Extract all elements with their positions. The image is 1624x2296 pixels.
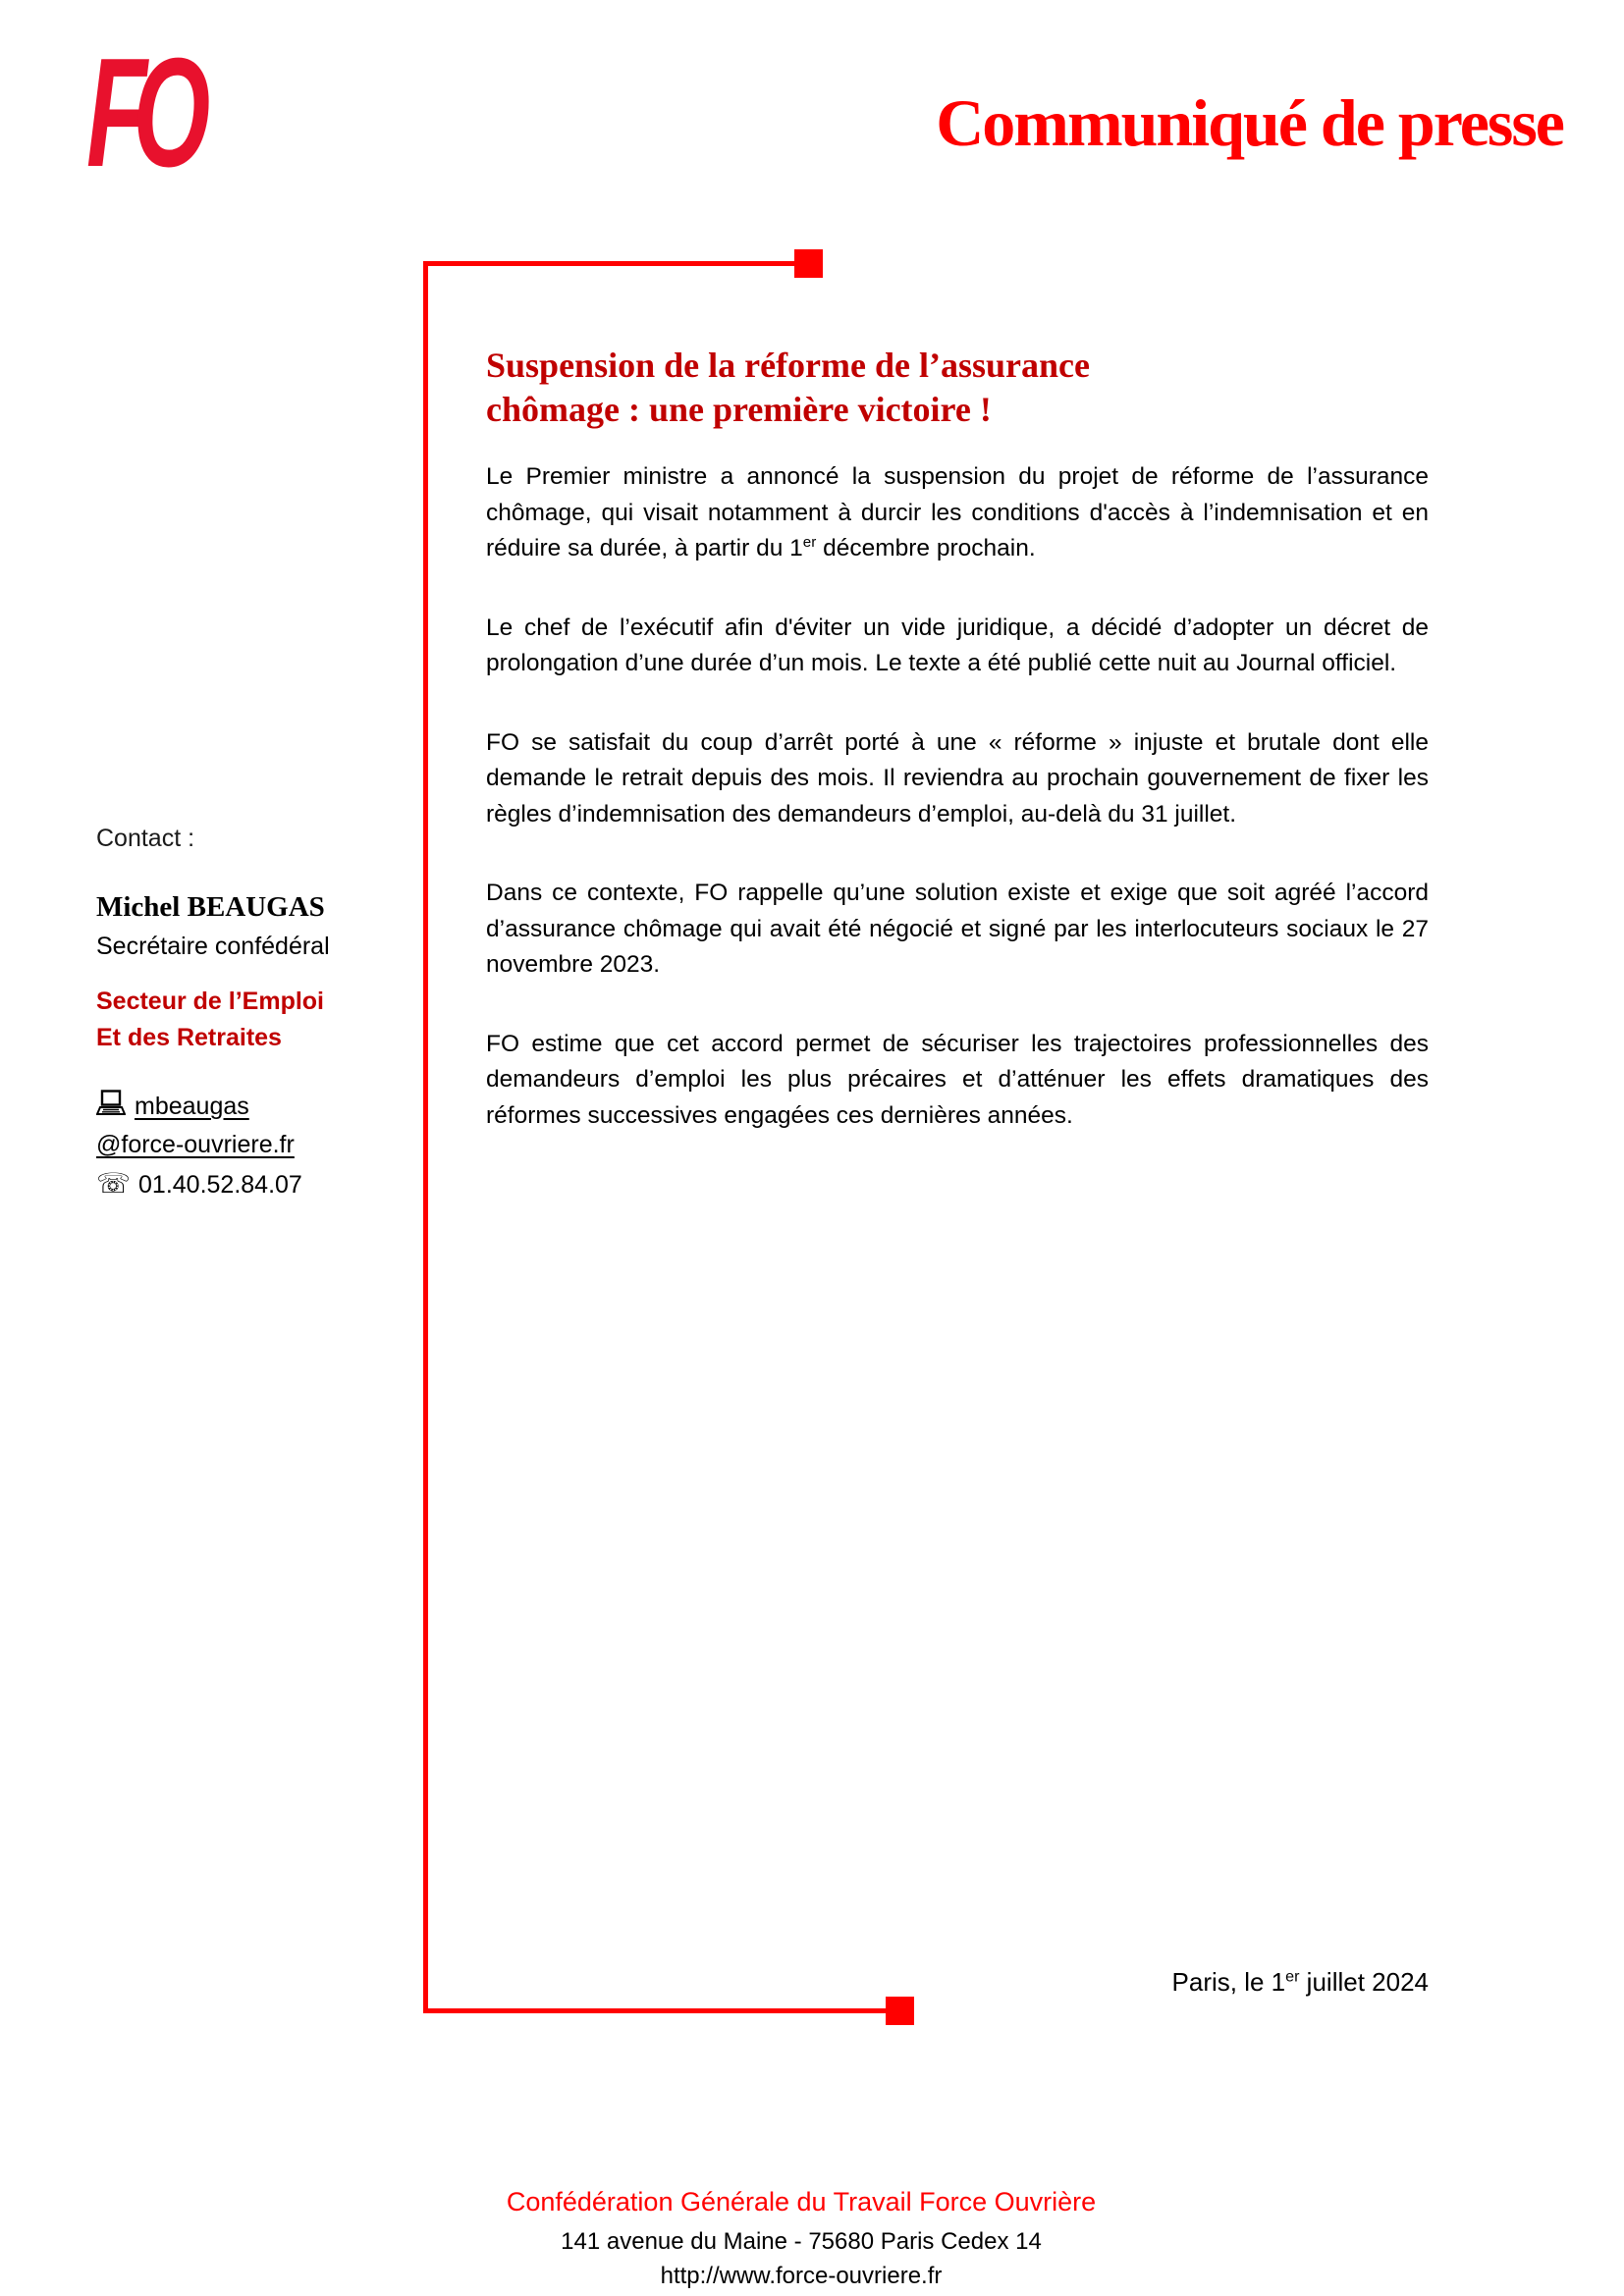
footer-organization: Confédération Générale du Travail Force Ouvrière: [506, 2187, 1097, 2216]
contact-label: Contact :: [96, 825, 195, 852]
frame-bottom-square: [886, 1997, 914, 2025]
date-ordinal-superscript: er: [1285, 1967, 1300, 1986]
paragraph-1: [486, 459, 1429, 567]
press-release-heading: [486, 344, 1429, 432]
contact-email-line1[interactable]: [96, 1090, 420, 1126]
fo-logo: FO: [86, 27, 197, 199]
document-title: Communiqué de presse: [936, 85, 1563, 160]
telephone-icon: ☏: [96, 1167, 132, 1200]
laptop-computer-icon: [96, 1090, 126, 1126]
date-start: Paris, le 1: [1171, 1967, 1286, 1997]
date-line: [486, 1967, 1429, 1998]
frame-top-horizontal-line: [423, 261, 795, 266]
contact-name: Michel BEAUGAS: [96, 891, 325, 923]
paragraph-3: FO se satisfait du coup d’arrêt porté à une « réforme » injuste et brutale dont elle demande le retrait depuis des mois. Il reviendra au prochain gouvernement de fixer les règles d’indemnisation des demandeurs d’emploi, au-delà du 31 juillet.: [486, 728, 1429, 828]
contact-phone-line: [96, 1166, 420, 1201]
heading-line1: Suspension de la réforme de l’assurance: [486, 346, 1090, 385]
paragraph-5: FO estime que cet accord permet de sécuriser les trajectoires professionnelles des demandeurs d’emploi les plus précaires et d’atténuer les effets dramatiques des réformes successives engagées ces dernières années.: [486, 1030, 1429, 1129]
paragraph-2: Le chef de l’exécutif afin d'éviter un vide juridique, a décidé d’adopter un décret de prolongation d’une durée d’un mois. Le texte a été publié cette nuit au Journal officiel.: [486, 614, 1429, 676]
frame-top-square: [794, 249, 823, 278]
ordinal-superscript: er: [802, 533, 817, 551]
sector-line2: Et des Retraites: [96, 1024, 282, 1051]
contact-role: Secrétaire confédéral: [96, 933, 330, 960]
email-user-part[interactable]: mbeaugas: [135, 1093, 249, 1120]
heading-line2: chômage : une première victoire !: [486, 390, 992, 429]
date-end: juillet 2024: [1299, 1967, 1429, 1997]
contact-sector: [96, 984, 420, 1056]
paragraph-1-end: décembre prochain.: [816, 535, 1036, 561]
email-domain-part[interactable]: @force-ouvriere.fr: [96, 1131, 295, 1158]
phone-number: 01.40.52.84.07: [138, 1171, 302, 1199]
paragraph-1-text: Le Premier ministre a annoncé la suspension du projet de réforme de l’assurance chômage, qui visait notamment à durcir les conditions d'accès à l’indemnisation et en réduire sa durée, à partir du 1: [486, 463, 1429, 561]
footer-address: 141 avenue du Maine - 75680 Paris Cedex 14: [561, 2228, 1042, 2255]
contact-email-line2[interactable]: [96, 1129, 420, 1161]
sector-line1: Secteur de l’Emploi: [96, 988, 325, 1015]
frame-vertical-line: [423, 261, 428, 2012]
paragraph-4: Dans ce contexte, FO rappelle qu’une solution existe et exige que soit agréé l’accord d’assurance chômage qui avait été négocié et signé par les interlocuteurs sociaux le 27 novembre 2023.: [486, 880, 1429, 978]
footer-url[interactable]: http://www.force-ouvriere.fr: [660, 2263, 943, 2289]
body-text: [486, 459, 1429, 1177]
frame-bottom-horizontal-line: [423, 2008, 887, 2013]
